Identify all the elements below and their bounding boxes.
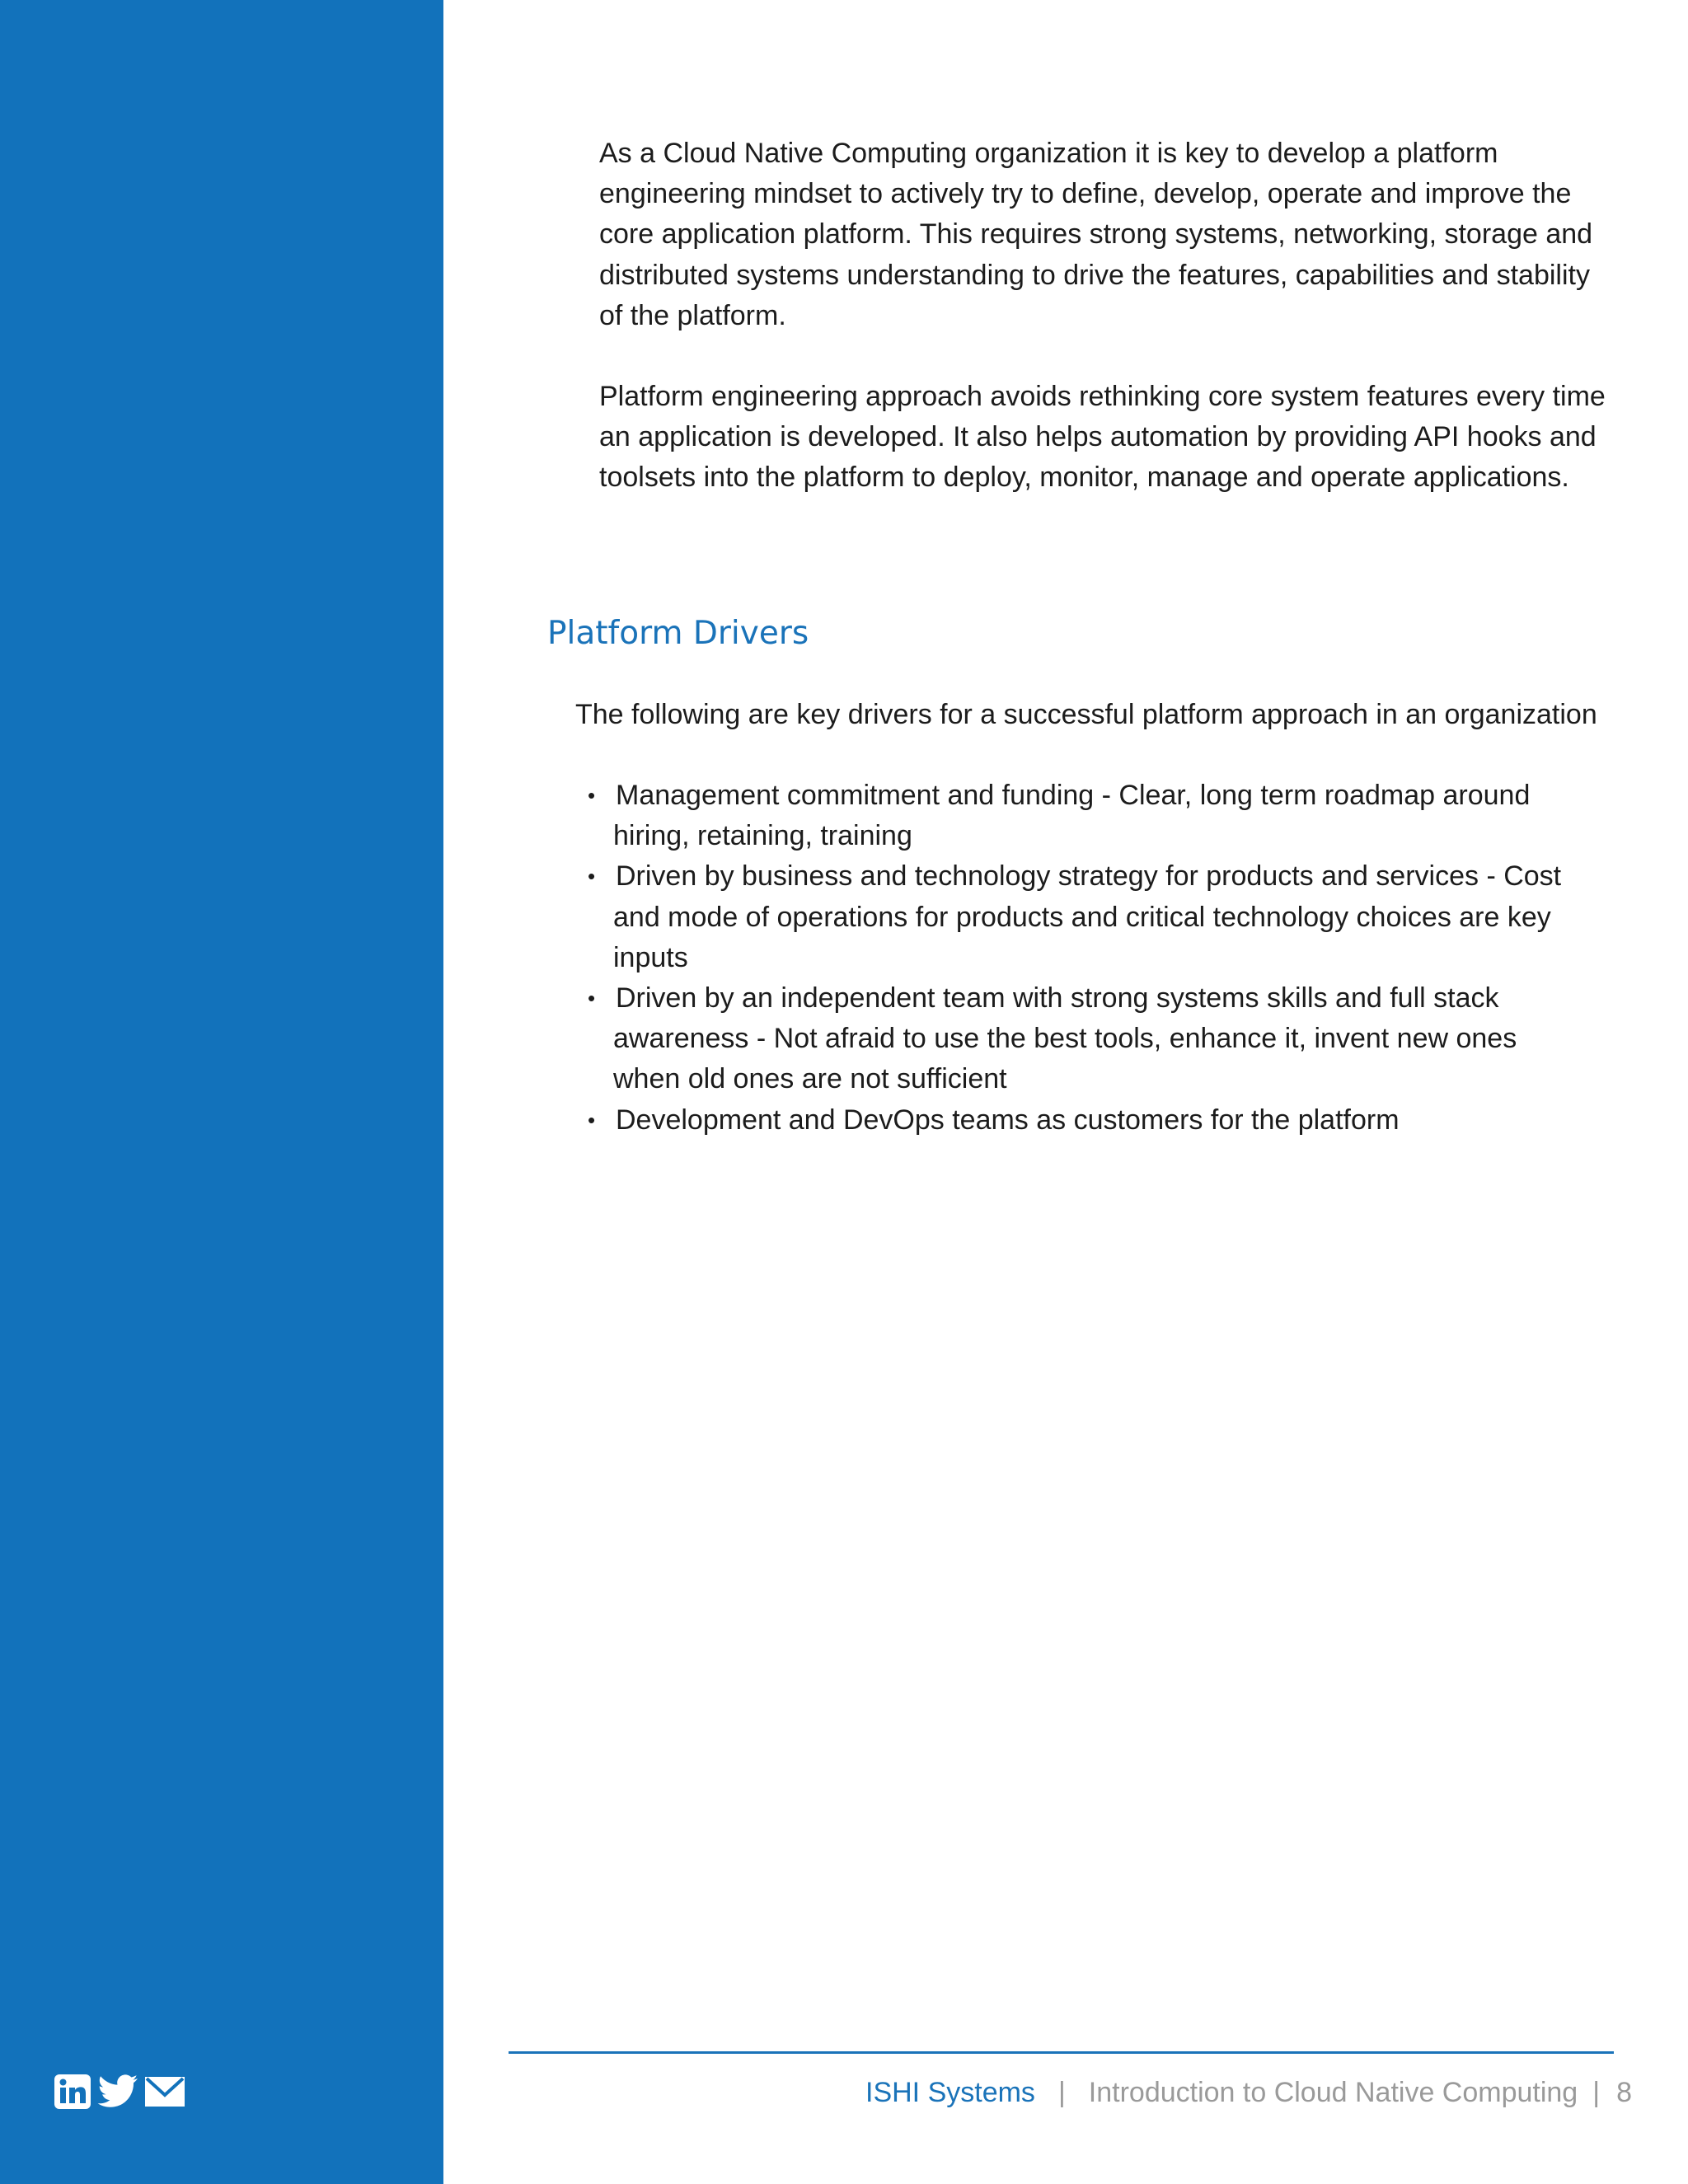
bullet-marker: • bbox=[588, 864, 596, 889]
list-item-text: Management commitment and funding - Clear, long term roadmap around hiring, retaining, training bbox=[613, 780, 1531, 852]
list-item-text: Driven by an independent team with strong systems skills and full stack awareness - Not afraid to use the best tools, enhance it, invent new ones when old ones are not sufficient bbox=[613, 982, 1517, 1095]
list-item bbox=[588, 776, 1577, 856]
list-item bbox=[588, 978, 1577, 1100]
list-item-text: Development and DevOps teams as customers for the platform bbox=[616, 1104, 1400, 1136]
list-item-text: Driven by business and technology strategy for products and services - Cost and mode of operations for products and critical technology choices are key inputs bbox=[613, 860, 1562, 973]
section-intro: The following are key drivers for a successful platform approach in an organization bbox=[575, 699, 1597, 730]
footer-separator: | bbox=[1592, 2077, 1601, 2108]
paragraph-platform-approach: Platform engineering approach avoids rethinking core system features every time an application is developed. It also helps automation by providing API hooks and toolsets into the platform to deploy, monitor, manage and operate applications. bbox=[599, 381, 1606, 494]
list-item bbox=[588, 856, 1577, 978]
paragraph-platform-mindset: As a Cloud Native Computing organization it is key to develop a platform engineering mindset to actively try to define, develop, operate and improve the core application platform. This requires strong systems, networking, storage and distributed systems understanding to drive the features, capabilities and stability of the platform. bbox=[599, 138, 1593, 331]
linkedin-icon[interactable] bbox=[54, 2074, 91, 2109]
bullet-marker: • bbox=[588, 986, 596, 1011]
social-links bbox=[54, 2074, 185, 2109]
drivers-list bbox=[588, 776, 1577, 1141]
page-footer bbox=[865, 2074, 1632, 2111]
section-heading: Platform Drivers bbox=[547, 615, 809, 652]
bullet-marker: • bbox=[588, 783, 596, 808]
sidebar-band bbox=[0, 0, 443, 2184]
page-content bbox=[443, 0, 1688, 2184]
footer-document-title: Introduction to Cloud Native Computing bbox=[1088, 2077, 1578, 2108]
page-number: 8 bbox=[1616, 2077, 1632, 2108]
footer-company: ISHI Systems bbox=[865, 2077, 1035, 2108]
email-icon[interactable] bbox=[145, 2075, 185, 2108]
footer-separator: | bbox=[1057, 2077, 1066, 2108]
twitter-icon[interactable] bbox=[97, 2074, 138, 2109]
bullet-marker: • bbox=[588, 1107, 596, 1132]
list-item bbox=[588, 1100, 1577, 1141]
footer-divider bbox=[509, 2051, 1614, 2054]
